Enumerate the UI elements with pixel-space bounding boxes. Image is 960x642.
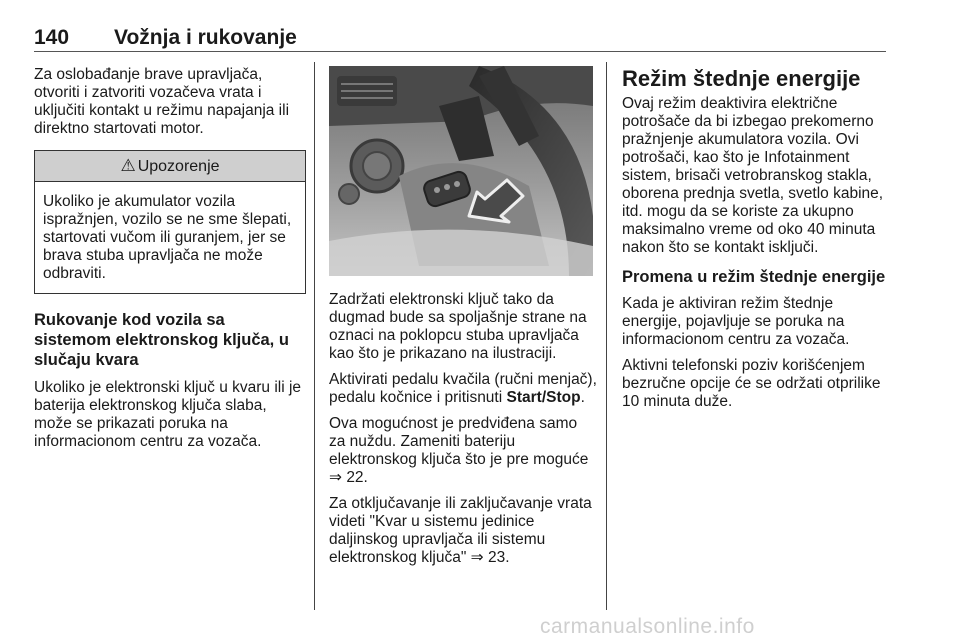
section-heading-electronic-key: Rukovanje kod vozila sa sistemom elektronskog ključa, u slučaju kvara [34,311,289,369]
column-divider-1 [314,62,315,610]
chapter-title: Vožnja i rukovanje [114,26,297,49]
start-stop-paragraph: Aktivirati pedalu kvačila (ručni menjač), pedalu kočnice i pritisnuti Start/Stop. [329,371,597,406]
energy-saving-paragraph: Ovaj režim deaktivira električne potrošače da bi izbegao prekomerno pražnjenje akumulatora vozila. Ovi potrošači, kao što je Infotainment sistem, brisači vetrobranskog stakla, oborena prednja svetla, svetlo kabine, itd. mogu da se koriste za ukupno maksimalno vreme od oko 40 minuta nakon što se kontakt isključi. [622,95,884,256]
subsection-heading: Promena u režim štednje energije [622,268,886,286]
column-1 [34,66,306,459]
key-position-paragraph: Zadržati elektronski ključ tako da dugmad bude sa spoljašnje strane na oznaci na poklopcu stuba upravljača kao što je prikazano na ilustraciji. [329,291,587,362]
start-stop-label: Start/Stop [506,389,581,406]
watermark: carmanualsonline.info [540,615,755,638]
electronic-key-paragraph: Ukoliko je elektronski ključ u kvaru ili je baterija elektronskog ključa slaba, može se prikazati poruka na informacionom centru za vozača. [34,379,302,450]
column-2 [329,291,597,575]
page-header [34,26,886,52]
header-rule [34,51,886,52]
steering-column-illustration [329,66,593,276]
page-reference-link[interactable]: 23. [487,549,510,566]
unlock-paragraph: Za otključavanje ili zaključavanje vrata videti "Kvar u sistemu jedinice daljinskog upravljača ili sistemu elektronskog ključa" ⇒ 23. [329,495,592,566]
section-title-energy-saving: Režim štednje energije [622,66,861,91]
energy-saving-message-paragraph: Kada je aktiviran režim štednje energije, pojavljuje se poruka na informacionom centru za vozača. [622,295,850,348]
warning-box [34,150,306,294]
page-reference-icon: ⇒ [329,469,342,486]
emergency-paragraph: Ova mogućnost je predviđena samo za nuždu. Zameniti bateriju elektronskog ključa što je pre moguće ⇒ 22. [329,415,589,486]
page-reference-icon: ⇒ [470,549,484,566]
warning-icon: ⚠ [120,156,136,175]
phone-call-paragraph: Aktivni telefonski poziv korišćenjem bezručne opcije će se održati otprilike 10 minuta duže. [622,357,881,410]
warning-header [35,151,305,182]
page-reference-link[interactable]: 22. [346,469,368,486]
warning-text: Ukoliko je akumulator vozila ispražnjen, vozilo se ne sme šlepati, startovati vučom ili guranjem, jer se brava stuba upravljača ne može odbraviti. [43,193,292,282]
column-3 [622,66,890,419]
column-divider-2 [606,62,607,610]
warning-title: Upozorenje [137,158,220,175]
page-number: 140 [34,26,70,49]
intro-paragraph: Za oslobađanje brave upravljača, otvoriti i zatvoriti vozačeva vrata i uključiti kontakt u režimu napajanja ili direktno startovati motor. [34,66,290,137]
